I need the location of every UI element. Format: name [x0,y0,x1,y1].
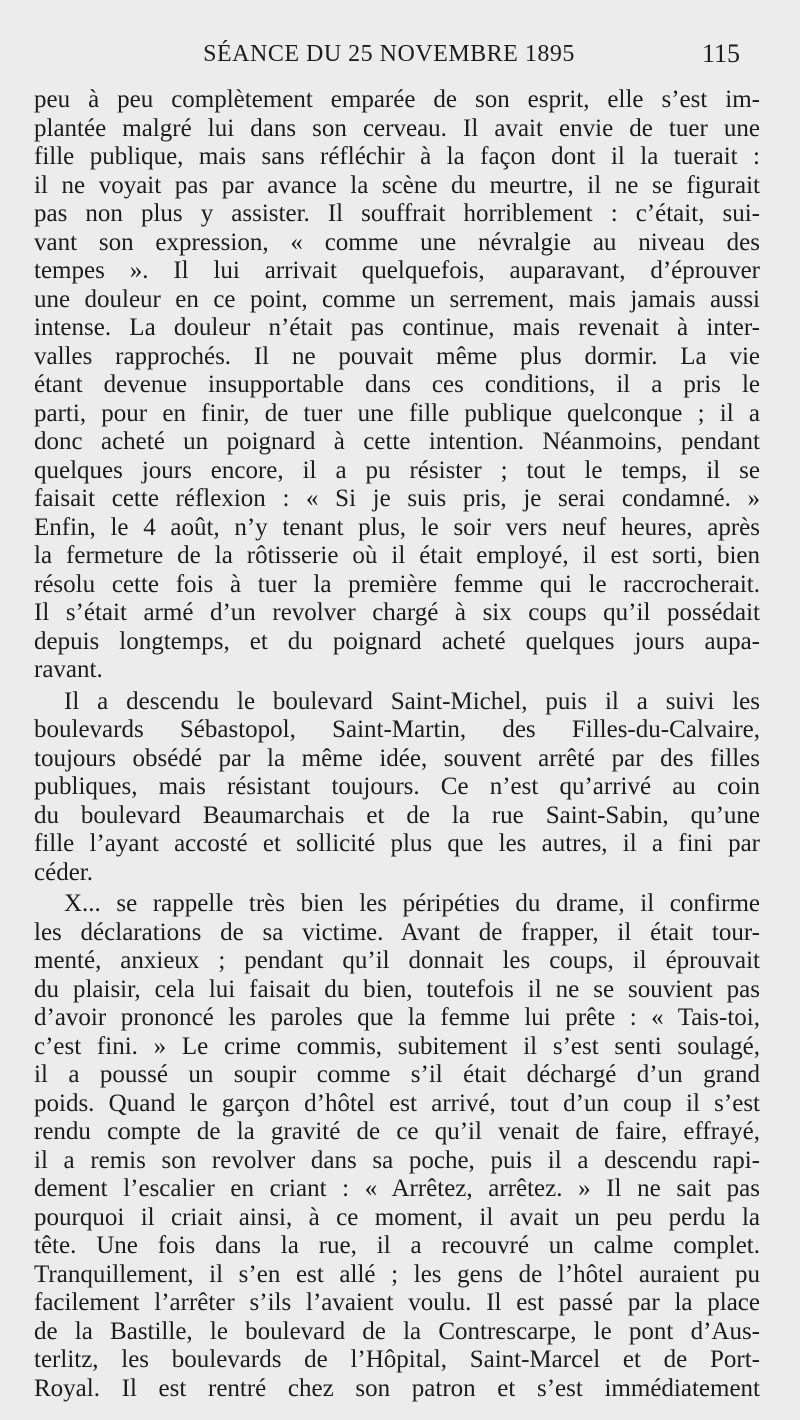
text-line: poids. Quand le garçon d’hôtel est arrivé, tout d’un coup il s’est [34,1089,760,1117]
text-line: fille l’ayant accosté et sollicité plus que les autres, il a fini par [34,830,760,857]
text-line: il a remis son revolver dans sa poche, puis il a descendu rapi- [34,1146,760,1174]
text-line: une douleur en ce point, comme un serrement, mais jamais aussi [34,285,760,313]
text-line: pourquoi il criait ainsi, à ce moment, il avait un peu perdu la [34,1203,760,1231]
text-line: tête. Une fois dans la rue, il a recouvré un calme complet. [34,1232,760,1259]
text-line: du plaisir, cela lui faisait du bien, toutefois il ne se souvient pas [34,975,760,1003]
text-line: boulevards Sébastopol, Saint-Martin, des Filles-du-Calvaire, [34,716,760,743]
text-line: X... se rappelle très bien les péripéties du drame, il confirme [64,890,760,917]
text-line: rendu compte de la gravité de ce qu’il venait de faire, effrayé, [34,1118,760,1145]
text-line: terlitz, les boulevards de l’Hôpital, Saint-Marcel et de Port- [34,1346,760,1373]
text-line: valles rapprochés. Il ne pouvait même plus dormir. La vie [34,342,760,370]
text-line: Tranquillement, il s’en est allé ; les gens de l’hôtel auraient pu [34,1260,760,1288]
text-line: Royal. Il est rentré chez son patron et s’est immédiatement [34,1374,760,1402]
text-line: quelques jours encore, il a pu résister ; tout le temps, il se [34,456,760,484]
text-line: intense. La douleur n’était pas continue, mais revenait à inter- [34,314,760,341]
text-line: parti, pour en finir, de tuer une fille publique quelconque ; il a [34,399,760,427]
text-line: Il a descendu le boulevard Saint-Michel, puis il a suivi les [64,687,760,715]
text-line: ravant. [34,656,103,683]
text-line: toujours obsédé par la même idée, souvent arrêté par des filles [34,744,760,772]
text-line: pas non plus y assister. Il souffrait horriblement : c’était, sui- [34,200,760,227]
text-line: la fermeture de la rôtisserie où il était employé, il est sorti, bien [34,542,760,569]
text-line: céder. [34,858,93,886]
text-line: vant son expression, « comme une névralgie au niveau des [34,228,760,256]
text-line: peu à peu complètement emparée de son esprit, elle s’est im- [34,86,760,113]
text-line: donc acheté un poignard à cette intention. Néanmoins, pendant [34,428,760,455]
text-line: facilement l’arrêter s’ils l’avaient voulu. Il est passé par la place [34,1289,760,1316]
text-line: les déclarations de sa victime. Avant de frapper, il était tour- [34,918,760,946]
text-line: dement l’escalier en criant : « Arrêtez, arrêtez. » Il ne sait pas [34,1175,760,1202]
running-header [38,36,740,72]
text-line: faisait cette réflexion : « Si je suis pris, je serai condamné. » [34,485,760,512]
paragraph [34,890,760,1403]
text-line: du boulevard Beaumarchais et de la rue Saint-Sabin, qu’une [34,801,760,829]
paragraph [34,86,760,685]
page-number: 115 [701,39,740,68]
text-line: résolu cette fois à tuer la première femme qui le raccrocherait. [34,570,760,598]
text-line: c’est fini. » Le crime commis, subitement il s’est senti soulagé, [34,1032,760,1060]
text-line: publiques, mais résistant toujours. Ce n’est qu’arrivé au coin [34,773,760,800]
text-line: étant devenue insupportable dans ces conditions, il a pris le [34,371,760,398]
body-text [34,86,760,1403]
text-line: depuis longtemps, et du poignard acheté quelques jours aupa- [34,627,760,655]
text-line: tempes ». Il lui arrivait quelquefois, auparavant, d’éprouver [34,257,760,284]
text-line: menté, anxieux ; pendant qu’il donnait les coups, il éprouvait [34,947,760,974]
text-line: Enfin, le 4 août, n’y tenant plus, le soir vers neuf heures, après [34,513,760,541]
text-line: Il s’était armé d’un revolver chargé à six coups qu’il possédait [34,599,760,626]
text-line: il a poussé un soupir comme s’il était déchargé d’un grand [34,1061,760,1088]
text-line: d’avoir prononcé les paroles que la femme lui prête : « Tais-toi, [34,1004,760,1031]
paragraph [34,688,760,888]
text-line: fille publique, mais sans réfléchir à la façon dont il la tuerait : [34,143,760,170]
running-title: SÉANCE DU 25 NOVEMBRE 1895 [203,41,575,67]
text-line: il ne voyait pas par avance la scène du meurtre, il ne se figurait [34,171,760,199]
text-line: de la Bastille, le boulevard de la Contrescarpe, le pont d’Aus- [34,1317,760,1345]
text-line: plantée malgré lui dans son cerveau. Il avait envie de tuer une [34,114,760,142]
